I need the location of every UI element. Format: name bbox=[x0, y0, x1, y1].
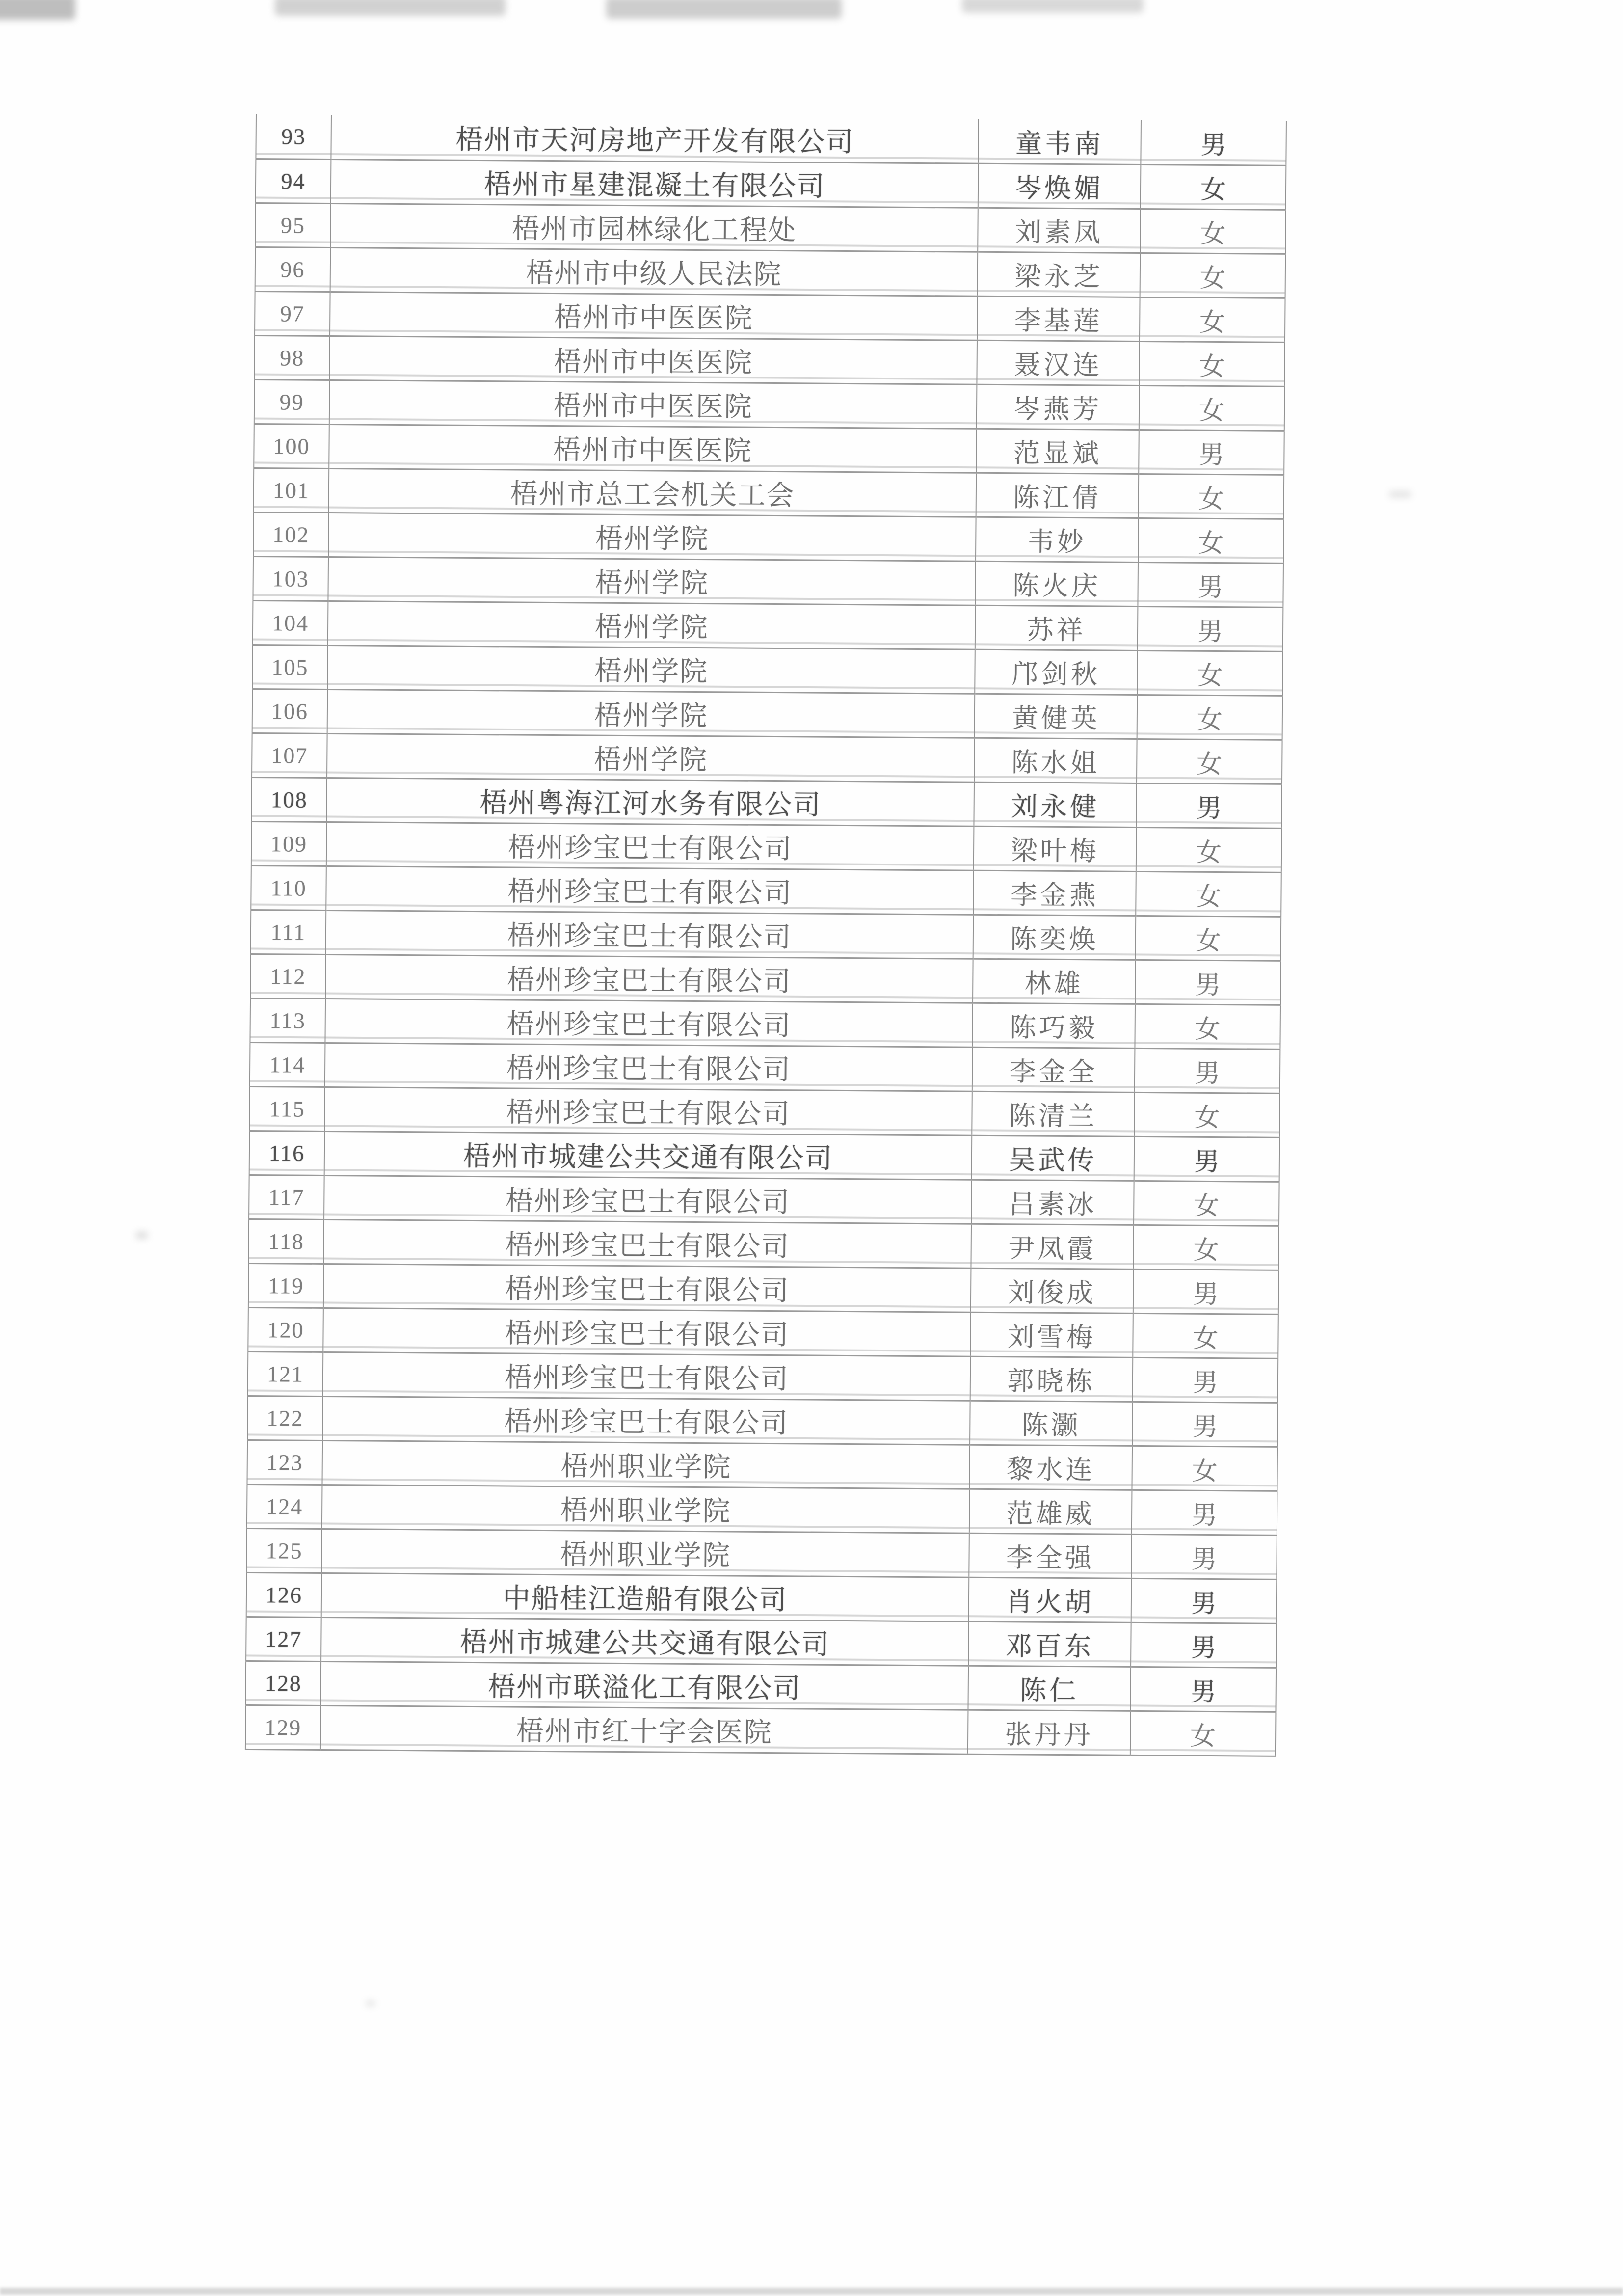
row-company: 梧州市红十字会医院 bbox=[320, 1705, 968, 1754]
table-row bbox=[256, 159, 1286, 210]
row-company: 梧州市中医医院 bbox=[329, 380, 977, 429]
row-name: 张丹丹 bbox=[968, 1710, 1131, 1755]
row-company: 梧州珍宝巴士有限公司 bbox=[326, 822, 974, 870]
row-name: 范显斌 bbox=[976, 429, 1139, 474]
row-number: 125 bbox=[246, 1528, 322, 1573]
row-company: 梧州市城建公共交通有限公司 bbox=[321, 1617, 969, 1666]
roster-table bbox=[245, 114, 1287, 1756]
scan-artifact bbox=[1389, 491, 1411, 498]
row-number: 94 bbox=[256, 159, 331, 203]
row-company: 梧州珍宝巴士有限公司 bbox=[326, 910, 974, 959]
row-name: 林雄 bbox=[973, 959, 1136, 1004]
row-name: 李基莲 bbox=[977, 296, 1140, 341]
row-number: 124 bbox=[247, 1484, 322, 1529]
row-name: 李金全 bbox=[972, 1047, 1135, 1092]
row-gender: 男 bbox=[1136, 783, 1282, 828]
row-gender: 女 bbox=[1135, 1004, 1280, 1049]
table-row bbox=[254, 379, 1285, 431]
table-row bbox=[250, 998, 1280, 1049]
row-number: 123 bbox=[247, 1440, 322, 1485]
row-name: 刘俊成 bbox=[971, 1268, 1134, 1313]
table-row bbox=[254, 335, 1285, 386]
table-row bbox=[245, 1705, 1276, 1756]
row-gender: 女 bbox=[1133, 1313, 1278, 1358]
row-name: 童韦南 bbox=[978, 119, 1141, 164]
row-name: 聂汉连 bbox=[977, 340, 1140, 385]
row-gender: 女 bbox=[1134, 1181, 1279, 1226]
row-company: 梧州珍宝巴士有限公司 bbox=[324, 1175, 972, 1224]
row-company: 梧州学院 bbox=[328, 557, 976, 605]
row-gender: 女 bbox=[1136, 916, 1281, 961]
row-name: 李全强 bbox=[969, 1533, 1132, 1578]
row-company: 梧州珍宝巴士有限公司 bbox=[323, 1352, 971, 1401]
row-number: 109 bbox=[251, 821, 327, 866]
row-name: 陈奕焕 bbox=[973, 915, 1136, 960]
scan-artifact bbox=[135, 1231, 148, 1239]
row-number: 118 bbox=[248, 1219, 324, 1264]
table-row bbox=[251, 910, 1281, 961]
row-name: 黎水连 bbox=[969, 1445, 1132, 1490]
table-row bbox=[248, 1307, 1278, 1358]
row-name: 尹凤霞 bbox=[971, 1224, 1134, 1269]
table-row bbox=[251, 865, 1281, 917]
row-company: 梧州学院 bbox=[327, 689, 975, 738]
table-row bbox=[249, 1086, 1280, 1137]
table-row bbox=[246, 1661, 1277, 1712]
row-gender: 女 bbox=[1136, 871, 1281, 917]
table-row bbox=[247, 1396, 1278, 1447]
row-company: 梧州职业学院 bbox=[322, 1440, 970, 1489]
row-number: 106 bbox=[252, 689, 328, 733]
table-row bbox=[248, 1351, 1278, 1403]
row-gender: 女 bbox=[1141, 164, 1286, 210]
row-name: 刘素凤 bbox=[978, 208, 1141, 253]
row-company: 梧州市天河房地产开发有限公司 bbox=[331, 115, 979, 163]
row-gender: 女 bbox=[1134, 1092, 1280, 1137]
row-company: 梧州珍宝巴士有限公司 bbox=[323, 1264, 971, 1312]
row-gender: 女 bbox=[1137, 650, 1283, 696]
table-row bbox=[254, 424, 1284, 475]
scan-artifact bbox=[0, 2288, 1623, 2295]
table-row bbox=[256, 114, 1286, 165]
row-name: 陈仁 bbox=[968, 1666, 1131, 1711]
row-number: 116 bbox=[249, 1131, 325, 1175]
row-number: 120 bbox=[248, 1307, 323, 1352]
row-gender: 男 bbox=[1132, 1490, 1277, 1535]
row-company: 梧州市中级人民法院 bbox=[330, 247, 978, 296]
row-gender: 女 bbox=[1137, 695, 1283, 740]
table-row bbox=[253, 512, 1284, 563]
row-name: 邓百东 bbox=[968, 1621, 1131, 1667]
scan-artifact bbox=[0, 0, 75, 20]
row-number: 98 bbox=[254, 335, 330, 380]
row-name: 岑焕媚 bbox=[978, 163, 1141, 209]
row-name: 苏祥 bbox=[975, 605, 1138, 650]
row-gender: 女 bbox=[1137, 739, 1282, 784]
table-row bbox=[250, 1042, 1280, 1093]
row-company: 梧州市总工会机关工会 bbox=[329, 468, 977, 517]
row-number: 96 bbox=[255, 247, 331, 292]
row-number: 110 bbox=[251, 865, 326, 910]
row-number: 112 bbox=[250, 954, 326, 999]
row-name: 陈火庆 bbox=[975, 561, 1138, 606]
row-number: 114 bbox=[250, 1042, 325, 1087]
row-name: 吕素冰 bbox=[971, 1180, 1134, 1225]
row-name: 陈水姐 bbox=[974, 738, 1137, 783]
row-number: 113 bbox=[250, 998, 325, 1043]
row-company: 梧州学院 bbox=[327, 645, 975, 694]
row-name: 梁叶梅 bbox=[974, 826, 1137, 871]
row-gender: 男 bbox=[1131, 1578, 1277, 1623]
row-company: 梧州学院 bbox=[328, 601, 976, 649]
row-company: 梧州粤海江河水务有限公司 bbox=[326, 778, 974, 826]
row-name: 刘永健 bbox=[974, 782, 1137, 827]
row-gender: 女 bbox=[1140, 253, 1286, 298]
row-number: 107 bbox=[252, 733, 327, 778]
row-name: 范雄威 bbox=[969, 1489, 1132, 1534]
row-gender: 女 bbox=[1140, 297, 1285, 342]
row-company: 梧州市联溢化工有限公司 bbox=[321, 1661, 969, 1710]
table-row bbox=[246, 1617, 1277, 1668]
row-number: 117 bbox=[249, 1175, 324, 1219]
table-row bbox=[250, 954, 1281, 1005]
row-gender: 女 bbox=[1136, 827, 1282, 872]
row-number: 126 bbox=[246, 1572, 322, 1617]
table-row bbox=[246, 1528, 1277, 1579]
row-company: 梧州市城建公共交通有限公司 bbox=[324, 1131, 972, 1180]
row-gender: 女 bbox=[1140, 209, 1286, 254]
row-gender: 女 bbox=[1138, 518, 1284, 563]
row-name: 陈清兰 bbox=[972, 1091, 1135, 1136]
row-company: 梧州职业学院 bbox=[322, 1485, 970, 1533]
row-company: 梧州学院 bbox=[328, 513, 976, 561]
row-name: 郭晓栋 bbox=[970, 1356, 1133, 1402]
row-number: 127 bbox=[246, 1617, 321, 1661]
row-gender: 女 bbox=[1139, 474, 1284, 519]
table-row bbox=[255, 291, 1285, 342]
row-gender: 男 bbox=[1138, 562, 1283, 607]
row-number: 103 bbox=[253, 556, 328, 601]
table-row bbox=[254, 468, 1284, 519]
row-gender: 男 bbox=[1133, 1357, 1278, 1403]
row-company: 梧州市园林绿化工程处 bbox=[330, 203, 978, 252]
table-row bbox=[251, 777, 1282, 828]
row-gender: 男 bbox=[1135, 1048, 1280, 1093]
scan-artifact bbox=[366, 2000, 375, 2006]
row-gender: 男 bbox=[1135, 960, 1281, 1005]
row-gender: 男 bbox=[1138, 606, 1283, 651]
row-gender: 男 bbox=[1134, 1136, 1280, 1182]
table-row bbox=[247, 1484, 1277, 1535]
row-company: 梧州珍宝巴士有限公司 bbox=[325, 999, 973, 1047]
row-number: 129 bbox=[245, 1705, 321, 1750]
table-row bbox=[246, 1572, 1277, 1623]
row-company: 梧州珍宝巴士有限公司 bbox=[325, 1043, 973, 1091]
row-gender: 男 bbox=[1131, 1534, 1277, 1579]
scan-artifact bbox=[606, 0, 842, 19]
table-row bbox=[252, 689, 1283, 740]
row-name: 韦妙 bbox=[976, 517, 1139, 562]
row-company: 梧州珍宝巴士有限公司 bbox=[323, 1219, 971, 1268]
table-row bbox=[252, 733, 1282, 784]
row-name: 肖火胡 bbox=[969, 1577, 1132, 1622]
row-gender: 男 bbox=[1132, 1402, 1278, 1447]
row-number: 100 bbox=[254, 424, 329, 468]
table-row bbox=[248, 1219, 1279, 1270]
table-row bbox=[249, 1175, 1279, 1226]
table-row bbox=[252, 645, 1283, 696]
row-number: 105 bbox=[252, 645, 328, 689]
row-number: 115 bbox=[249, 1086, 325, 1131]
row-company: 梧州市中医医院 bbox=[330, 292, 978, 340]
row-company: 梧州市星建混凝土有限公司 bbox=[331, 159, 979, 208]
row-gender: 女 bbox=[1130, 1711, 1276, 1756]
row-gender: 男 bbox=[1141, 120, 1286, 165]
row-gender: 男 bbox=[1131, 1622, 1277, 1668]
row-number: 119 bbox=[248, 1263, 324, 1308]
row-gender: 男 bbox=[1139, 430, 1284, 475]
row-company: 中船桂江造船有限公司 bbox=[321, 1573, 969, 1621]
row-name: 梁永芝 bbox=[978, 252, 1141, 297]
row-gender: 女 bbox=[1139, 385, 1285, 431]
row-gender: 男 bbox=[1133, 1269, 1279, 1314]
row-number: 108 bbox=[251, 777, 327, 822]
row-company: 梧州学院 bbox=[327, 733, 975, 782]
row-company: 梧州珍宝巴士有限公司 bbox=[324, 1087, 972, 1135]
table-row bbox=[255, 247, 1286, 298]
scan-artifact bbox=[962, 0, 1144, 13]
table-row bbox=[251, 821, 1282, 872]
row-name: 陈灏 bbox=[970, 1401, 1133, 1446]
row-gender: 女 bbox=[1133, 1225, 1279, 1270]
row-company: 梧州市中医医院 bbox=[329, 424, 977, 473]
row-gender: 男 bbox=[1130, 1667, 1276, 1712]
row-number: 95 bbox=[255, 203, 331, 247]
row-name: 邝剑秋 bbox=[975, 649, 1138, 695]
row-name: 吴武传 bbox=[972, 1135, 1135, 1181]
row-number: 128 bbox=[246, 1661, 321, 1705]
table-row bbox=[253, 600, 1283, 651]
table-row bbox=[253, 556, 1283, 607]
row-number: 102 bbox=[253, 512, 329, 557]
row-number: 97 bbox=[255, 291, 330, 336]
row-company: 梧州职业学院 bbox=[321, 1529, 969, 1577]
row-number: 111 bbox=[251, 910, 326, 954]
row-gender: 女 bbox=[1139, 341, 1285, 386]
row-number: 101 bbox=[254, 468, 329, 513]
row-number: 122 bbox=[247, 1396, 323, 1440]
roster-table-body bbox=[245, 114, 1286, 1756]
scan-artifact bbox=[275, 0, 506, 16]
row-name: 陈江倩 bbox=[976, 473, 1139, 518]
row-company: 梧州市中医医院 bbox=[329, 336, 977, 384]
row-company: 梧州珍宝巴士有限公司 bbox=[326, 866, 974, 915]
row-number: 93 bbox=[256, 114, 331, 159]
row-name: 李金燕 bbox=[973, 870, 1136, 916]
table-row bbox=[248, 1263, 1279, 1314]
row-gender: 女 bbox=[1132, 1446, 1277, 1491]
row-name: 岑燕芳 bbox=[977, 384, 1140, 430]
row-number: 104 bbox=[253, 600, 328, 645]
table-row bbox=[255, 203, 1286, 254]
row-name: 陈巧毅 bbox=[972, 1003, 1135, 1048]
row-name: 黄健英 bbox=[975, 694, 1138, 739]
table-row bbox=[249, 1131, 1280, 1182]
row-number: 121 bbox=[248, 1351, 323, 1396]
row-company: 梧州珍宝巴士有限公司 bbox=[323, 1308, 971, 1356]
table-row bbox=[247, 1440, 1277, 1491]
row-company: 梧州珍宝巴士有限公司 bbox=[325, 954, 973, 1003]
row-name: 刘雪梅 bbox=[970, 1312, 1133, 1357]
row-company: 梧州珍宝巴士有限公司 bbox=[322, 1396, 970, 1445]
row-number: 99 bbox=[254, 379, 330, 424]
